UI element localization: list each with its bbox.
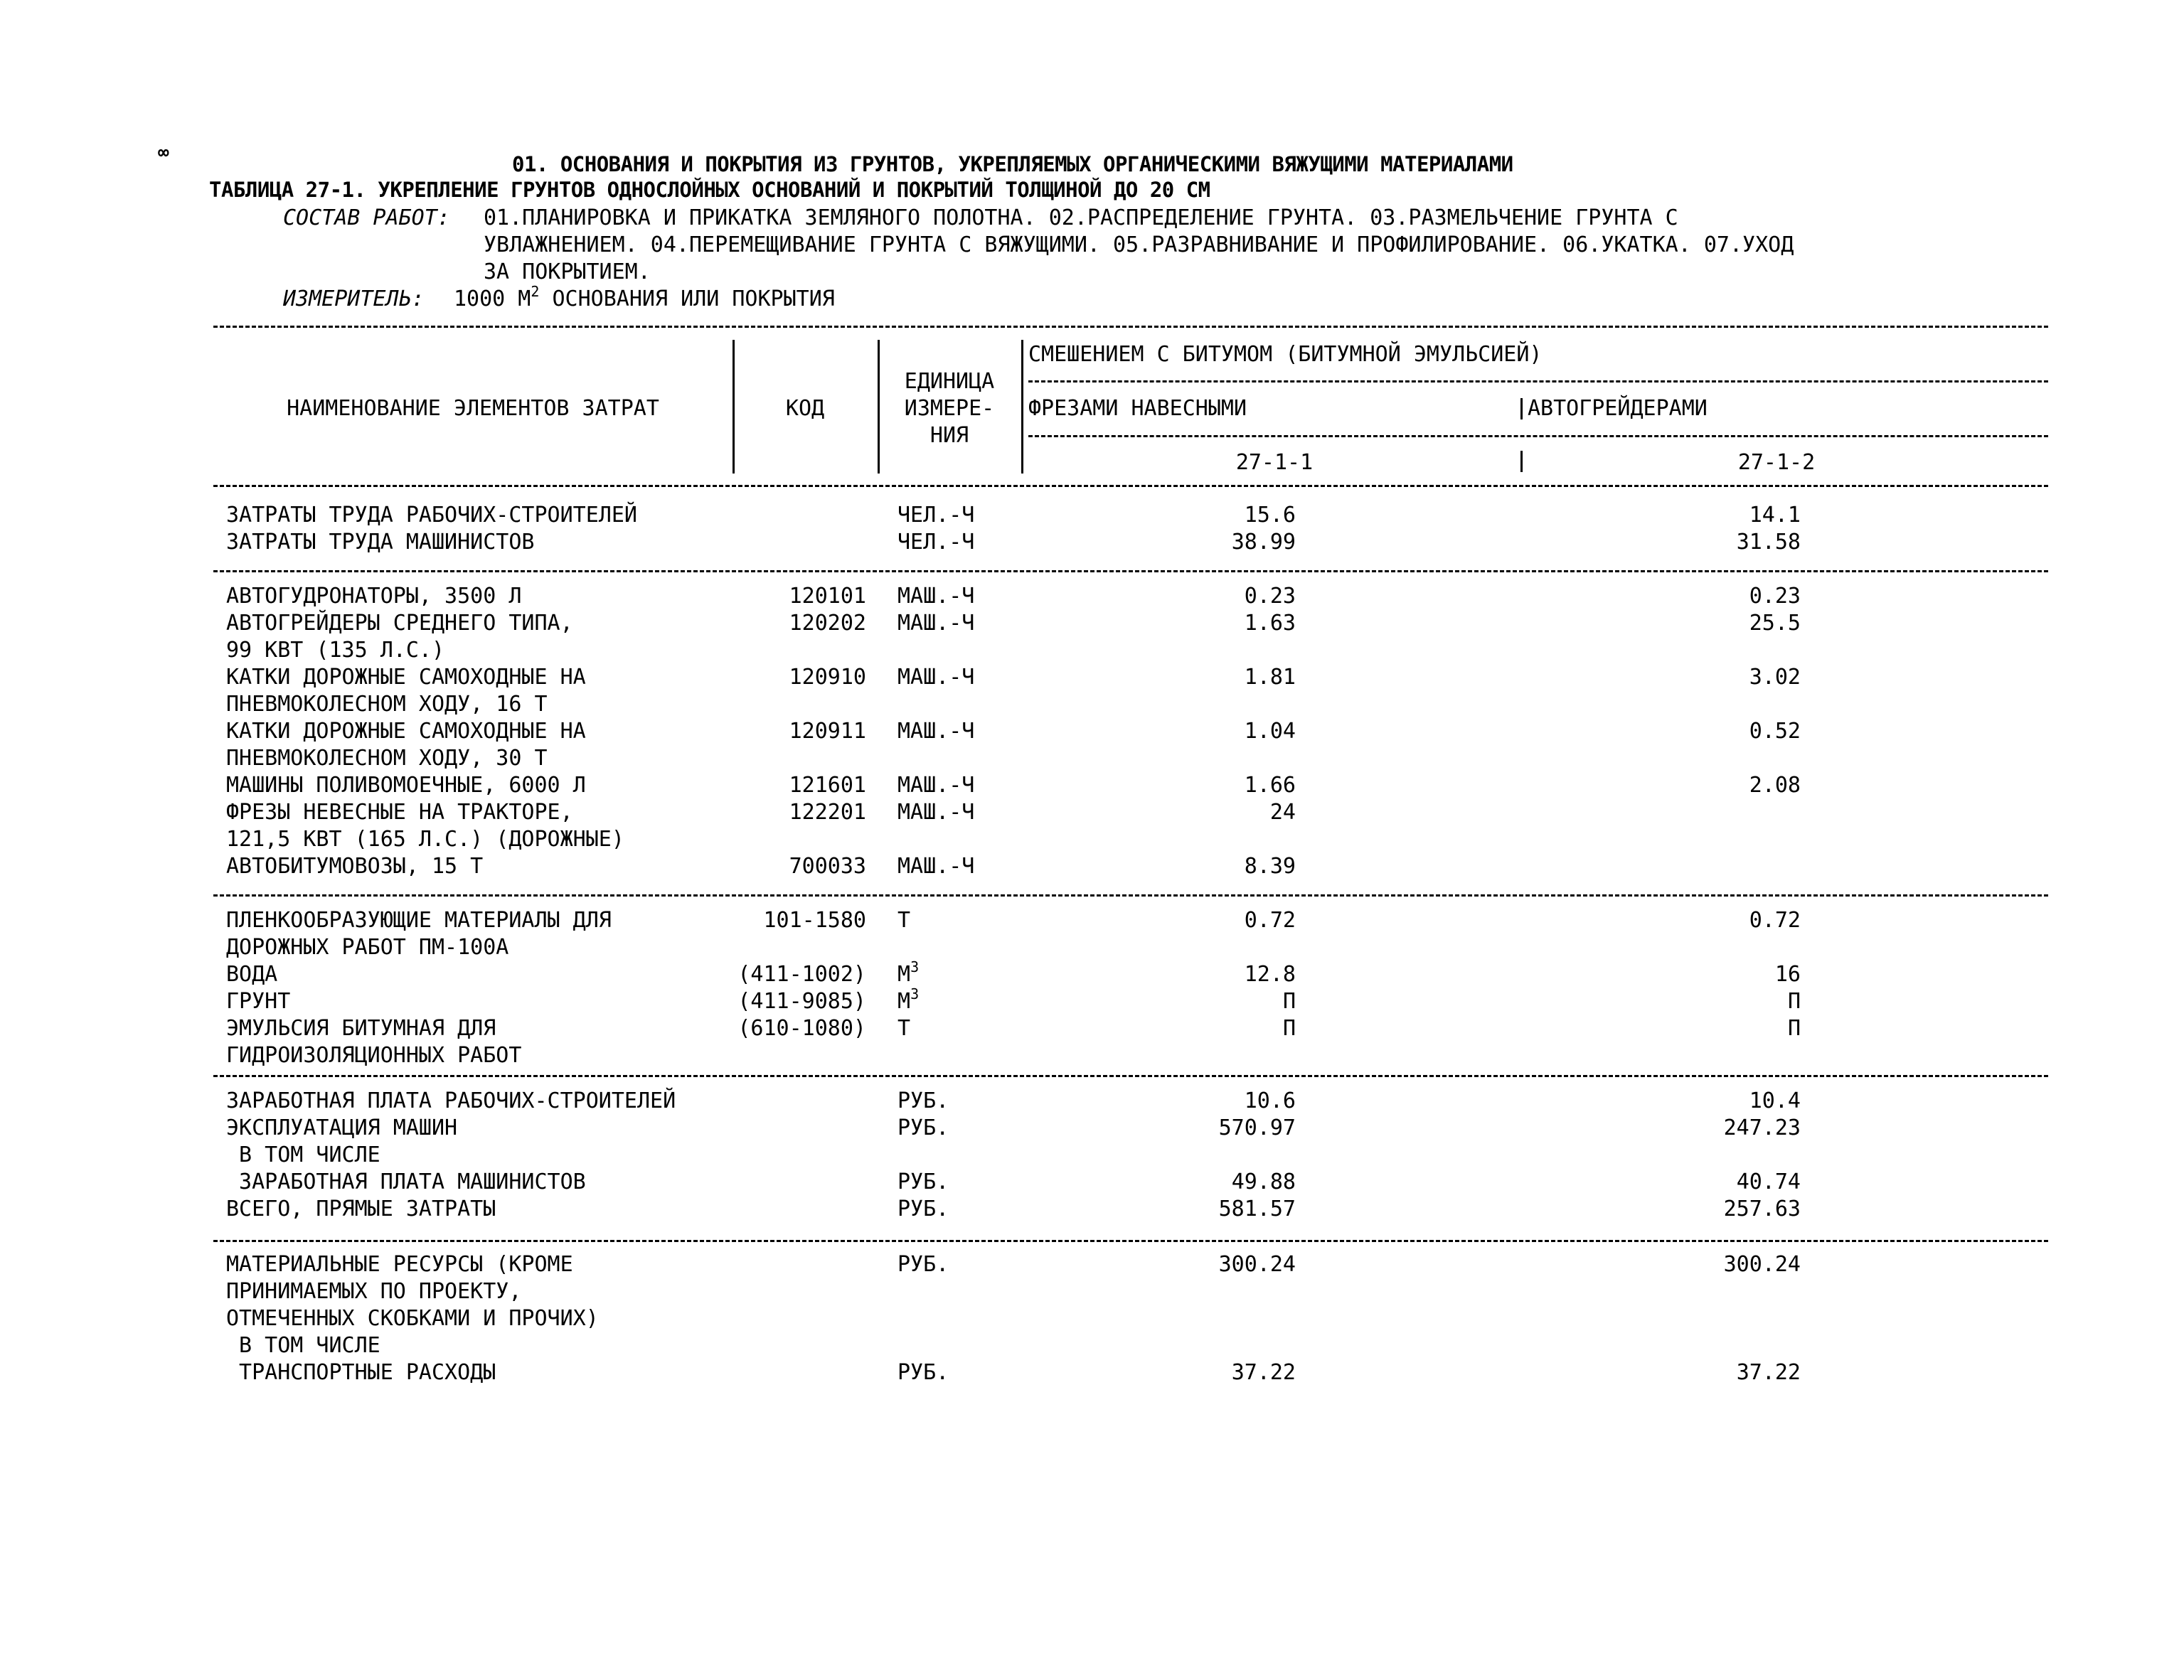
row-code: 120910	[789, 665, 866, 690]
work-label: СОСТАВ РАБОТ:	[283, 205, 450, 230]
row-name: АВТОГУДРОНАТОРЫ, 3500 Л	[226, 584, 522, 609]
row-value-27-1-2: 0.23	[1749, 584, 1801, 609]
row-unit: МАШ.-Ч	[897, 800, 975, 825]
row-unit: РУБ.	[897, 1197, 949, 1221]
row-value-27-1-1: 10.6	[1244, 1088, 1296, 1113]
row-code: 121601	[789, 773, 866, 798]
row-name: ЗАРАБОТНАЯ ПЛАТА МАШИНИСТОВ	[226, 1170, 586, 1194]
row-code: 700033	[789, 854, 866, 879]
row-unit: РУБ.	[897, 1170, 949, 1194]
section-title: 01. ОСНОВАНИЯ И ПОКРЫТИЯ ИЗ ГРУНТОВ, УКРЕПЛЯЕМЫХ ОРГАНИЧЕСКИМИ ВЯЖУЩИМИ МАТЕРИАЛАМИ	[512, 152, 1513, 176]
row-value-27-1-1: 49.88	[1231, 1170, 1296, 1194]
header-divider	[1021, 340, 1023, 473]
row-value-27-1-2: 37.22	[1736, 1360, 1801, 1385]
work-line-2: УВЛАЖНЕНИЕМ. 04.ПЕРЕМЕЩИВАНИЕ ГРУНТА С ВЯЖУЩИМИ. 05.РАЗРАВНИВАНИЕ И ПРОФИЛИРОВАНИЕ. 06.УКАТКА. 07.УХОД	[484, 232, 1794, 257]
row-name: ПЛЕНКООБРАЗУЮЩИЕ МАТЕРИАЛЫ ДЛЯ	[226, 908, 612, 933]
row-value-27-1-1: 1.81	[1244, 665, 1296, 690]
row-value-27-1-1: 1.66	[1244, 773, 1296, 798]
row-name: ВСЕГО, ПРЯМЫЕ ЗАТРАТЫ	[226, 1197, 496, 1221]
row-name: ПНЕВМОКОЛЕСНОМ ХОДУ, 16 Т	[226, 692, 548, 717]
row-code: (411-9085)	[737, 989, 866, 1014]
row-value-27-1-1: 1.63	[1244, 611, 1296, 636]
code-b-header: 27-1-2	[1737, 450, 1816, 475]
row-value-27-1-2: П	[1787, 1016, 1801, 1041]
row-unit: $М^3$	[897, 958, 920, 987]
row-unit: Т	[897, 908, 911, 933]
row-name: МАШИНЫ ПОЛИВОМОЕЧНЫЕ, 6000 Л	[226, 773, 586, 798]
row-name: 99 КВТ (135 Л.С.)	[226, 638, 445, 663]
row-name: АВТОБИТУМОВОЗЫ, 15 Т	[226, 854, 484, 879]
row-name: ДОРОЖНЫХ РАБОТ ПМ-100А	[226, 935, 509, 960]
meter-label: ИЗМЕРИТЕЛЬ:	[283, 287, 425, 311]
row-value-27-1-1: 38.99	[1231, 530, 1296, 555]
row-name: ЭКСПЛУАТАЦИЯ МАШИН	[226, 1115, 458, 1140]
row-value-27-1-2: 0.72	[1749, 908, 1801, 933]
row-value-27-1-2: 25.5	[1749, 611, 1801, 636]
row-value-27-1-1: 8.39	[1244, 854, 1296, 879]
row-unit: ЧЕЛ.-Ч	[897, 530, 975, 555]
row-name: В ТОМ ЧИСЛЕ	[226, 1143, 380, 1167]
row-code: 120911	[789, 719, 866, 744]
row-name: ЭМУЛЬСИЯ БИТУМНАЯ ДЛЯ	[226, 1016, 496, 1041]
row-value-27-1-2: П	[1787, 989, 1801, 1014]
row-unit: МАШ.-Ч	[897, 773, 975, 798]
row-unit: МАШ.-Ч	[897, 611, 975, 636]
col-b-header: АВТОГРЕЙДЕРАМИ	[1528, 396, 1708, 421]
row-unit: ЧЕЛ.-Ч	[897, 503, 975, 528]
work-line-3: ЗА ПОКРЫТИЕМ.	[484, 260, 651, 284]
row-value-27-1-1: 300.24	[1218, 1252, 1296, 1277]
row-value-27-1-1: 12.8	[1244, 962, 1296, 987]
row-name: ТРАНСПОРТНЫЕ РАСХОДЫ	[226, 1360, 496, 1385]
row-value-27-1-1: 37.22	[1231, 1360, 1296, 1385]
row-name: ГИДРОИЗОЛЯЦИОННЫХ РАБОТ	[226, 1043, 522, 1068]
meter-value: 1000 $М^2$ ОСНОВАНИЯ ИЛИ ПОКРЫТИЯ	[454, 283, 835, 311]
row-value-27-1-2: 31.58	[1736, 530, 1801, 555]
row-value-27-1-1: П	[1282, 1016, 1296, 1041]
row-name: ПРИНИМАЕМЫХ ПО ПРОЕКТУ,	[226, 1279, 522, 1304]
row-value-27-1-1: 1.04	[1244, 719, 1296, 744]
unit-superscript: 3	[910, 985, 920, 1002]
row-value-27-1-1: 0.72	[1244, 908, 1296, 933]
row-name: ВОДА	[226, 962, 278, 987]
group-divider	[213, 1075, 2048, 1077]
row-code: 122201	[789, 800, 866, 825]
row-code: 120202	[789, 611, 866, 636]
header-divider	[1520, 398, 1523, 419]
mix-header: СМЕШЕНИЕМ С БИТУМОМ (БИТУМНОЙ ЭМУЛЬСИЕЙ)	[1028, 342, 1543, 367]
row-value-27-1-2: 16	[1774, 962, 1801, 987]
row-unit: Т	[897, 1016, 911, 1041]
unit-header-3: НИЯ	[929, 423, 969, 448]
row-code: 101-1580	[763, 908, 866, 933]
row-unit: МАШ.-Ч	[897, 719, 975, 744]
table-title: ТАБЛИЦА 27-1. УКРЕПЛЕНИЕ ГРУНТОВ ОДНОСЛОЙНЫХ ОСНОВАНИЙ И ПОКРЫТИЙ ТОЛЩИНОЙ ДО 20 СМ	[209, 178, 1210, 202]
header-rule	[1028, 380, 2048, 382]
code-a-header: 27-1-1	[1235, 450, 1314, 475]
row-name: 121,5 КВТ (165 Л.С.) (ДОРОЖНЫЕ)	[226, 827, 624, 852]
row-name: ЗАТРАТЫ ТРУДА РАБОЧИХ-СТРОИТЕЛЕЙ	[226, 503, 637, 528]
row-value-27-1-1: П	[1282, 989, 1296, 1014]
row-unit: РУБ.	[897, 1360, 949, 1385]
row-value-27-1-2: 40.74	[1736, 1170, 1801, 1194]
row-unit: $М^3$	[897, 985, 920, 1014]
group-divider	[213, 1240, 2048, 1242]
row-value-27-1-1: 0.23	[1244, 584, 1296, 609]
row-value-27-1-2: 2.08	[1749, 773, 1801, 798]
row-value-27-1-2: 300.24	[1723, 1252, 1801, 1277]
row-code: (610-1080)	[737, 1016, 866, 1041]
row-name: КАТКИ ДОРОЖНЫЕ САМОХОДНЫЕ НА	[226, 719, 586, 744]
row-name: КАТКИ ДОРОЖНЫЕ САМОХОДНЫЕ НА	[226, 665, 586, 690]
row-unit: РУБ.	[897, 1115, 949, 1140]
row-unit: МАШ.-Ч	[897, 854, 975, 879]
row-value-27-1-2: 247.23	[1723, 1115, 1801, 1140]
row-value-27-1-2: 257.63	[1723, 1197, 1801, 1221]
row-unit: РУБ.	[897, 1252, 949, 1277]
row-name: ФРЕЗЫ НЕВЕСНЫЕ НА ТРАКТОРЕ,	[226, 800, 573, 825]
col-a-header: ФРЕЗАМИ НАВЕСНЫМИ	[1028, 396, 1247, 421]
row-value-27-1-2: 10.4	[1749, 1088, 1801, 1113]
row-value-27-1-1: 15.6	[1244, 503, 1296, 528]
row-name: АВТОГРЕЙДЕРЫ СРЕДНЕГО ТИПА,	[226, 611, 573, 636]
row-unit: МАШ.-Ч	[897, 584, 975, 609]
row-value-27-1-1: 24	[1269, 800, 1296, 825]
row-value-27-1-2: 14.1	[1749, 503, 1801, 528]
row-name: ОТМЕЧЕННЫХ СКОБКАМИ И ПРОЧИХ)	[226, 1306, 599, 1331]
row-code: (411-1002)	[737, 962, 866, 987]
row-unit: РУБ.	[897, 1088, 949, 1113]
unit-header-2: ИЗМЕРЕ-	[904, 396, 995, 421]
name-header: НАИМЕНОВАНИЕ ЭЛЕМЕНТОВ ЗАТРАТ	[287, 396, 659, 421]
group-divider	[213, 894, 2048, 897]
row-name: ГРУНТ	[226, 989, 291, 1014]
row-name: ЗАРАБОТНАЯ ПЛАТА РАБОЧИХ-СТРОИТЕЛЕЙ	[226, 1088, 676, 1113]
row-code: 120101	[789, 584, 866, 609]
row-name: В ТОМ ЧИСЛЕ	[226, 1333, 380, 1358]
work-line-1: 01.ПЛАНИРОВКА И ПРИКАТКА ЗЕМЛЯНОГО ПОЛОТНА. 02.РАСПРЕДЕЛЕНИЕ ГРУНТА. 03.РАЗМЕЛЬЧЕНИЕ ГРУНТА С	[484, 205, 1678, 230]
header-bottom-rule	[213, 485, 2048, 487]
header-divider	[1520, 451, 1523, 472]
header-rule	[1028, 435, 2048, 437]
row-value-27-1-1: 581.57	[1218, 1197, 1296, 1221]
row-value-27-1-1: 570.97	[1218, 1115, 1296, 1140]
unit-header-1: ЕДИНИЦА	[904, 369, 995, 394]
row-name: ПНЕВМОКОЛЕСНОМ ХОДУ, 30 Т	[226, 746, 548, 771]
row-name: МАТЕРИАЛЬНЫЕ РЕСУРСЫ (КРОМЕ	[226, 1252, 573, 1277]
row-name: ЗАТРАТЫ ТРУДА МАШИНИСТОВ	[226, 530, 535, 555]
table-top-rule	[213, 326, 2048, 328]
row-value-27-1-2: 3.02	[1749, 665, 1801, 690]
row-unit: МАШ.-Ч	[897, 665, 975, 690]
unit-superscript: 3	[910, 958, 920, 975]
row-value-27-1-2: 0.52	[1749, 719, 1801, 744]
code-header: КОД	[785, 396, 825, 421]
page-mark: ∞	[158, 142, 169, 164]
group-divider	[213, 570, 2048, 572]
